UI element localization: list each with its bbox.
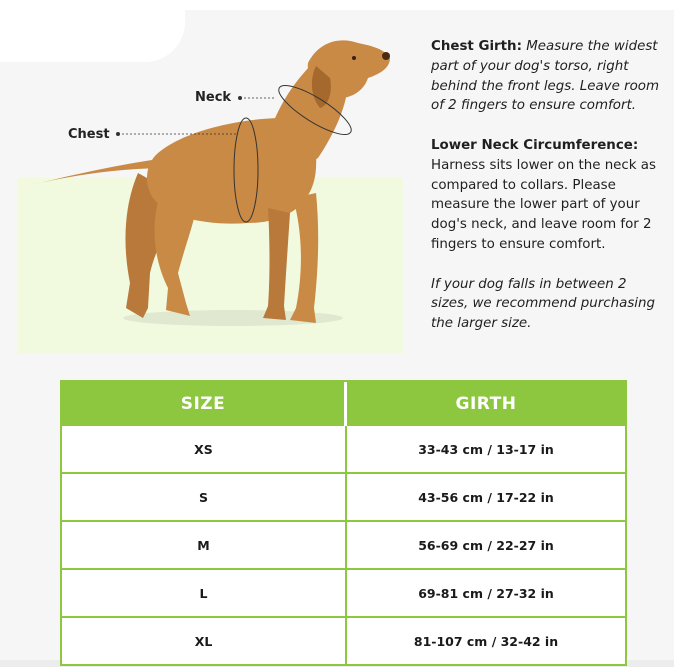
dog-measurement-illustration xyxy=(18,18,403,353)
neck-title: Lower Neck Circumference: xyxy=(431,137,639,153)
table-body xyxy=(62,426,625,664)
girth-cell: 56-69 cm / 22-27 in xyxy=(418,537,554,553)
neck-text: Harness sits lower on the neck as compared to collars. Please measure the lower part of your dog's neck, and leave room for 2 fingers to ensure comfort. xyxy=(431,157,656,252)
size-cell: M xyxy=(62,522,347,568)
dog-nose xyxy=(382,52,390,60)
table-row xyxy=(62,616,625,664)
chest-guide-dot xyxy=(116,132,120,136)
dog-eye xyxy=(352,56,356,60)
size-column-header: SIZE xyxy=(62,382,347,426)
table-row xyxy=(62,472,625,520)
size-note: If your dog falls in between 2 sizes, we recommend purchasing the larger size. xyxy=(431,276,655,332)
table-row xyxy=(62,426,625,472)
chest-girth-paragraph xyxy=(431,37,663,116)
size-cell: L xyxy=(62,570,347,616)
girth-column-header: GIRTH xyxy=(455,394,517,414)
table-row xyxy=(62,520,625,568)
chest-label: Chest xyxy=(68,127,110,142)
dog-figure xyxy=(18,18,403,353)
size-cell: S xyxy=(62,474,347,520)
chest-girth-title: Chest Girth: xyxy=(431,39,522,54)
girth-cell: 69-81 cm / 27-32 in xyxy=(418,585,554,601)
size-chart-table xyxy=(60,380,627,666)
girth-cell: 33-43 cm / 13-17 in xyxy=(418,441,554,457)
chest-girth-text: Measure the widest part of your dog's torso, right behind the front legs. Leave room of 2 fingers to ensure comfort. xyxy=(431,39,660,114)
table-header xyxy=(62,382,625,426)
neck-guide-dot xyxy=(238,96,242,100)
neck-paragraph xyxy=(431,136,663,255)
girth-cell: 43-56 cm / 17-22 in xyxy=(418,489,554,505)
size-cell: XL xyxy=(62,618,347,664)
girth-cell: 81-107 cm / 32-42 in xyxy=(413,633,559,649)
table-row xyxy=(62,568,625,616)
measurement-instructions xyxy=(431,37,663,354)
size-cell: XS xyxy=(62,426,347,472)
neck-label: Neck xyxy=(195,90,232,105)
